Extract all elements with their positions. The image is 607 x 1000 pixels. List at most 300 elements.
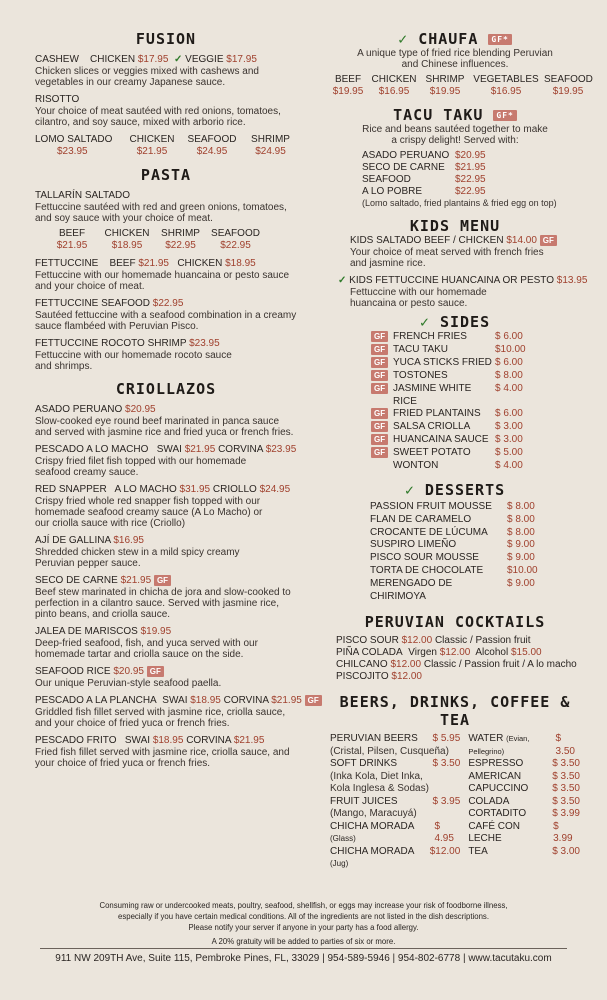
bev-name: CAPUCCINO [468,783,529,795]
cocktails-block [336,635,580,683]
pina-name: PIÑA COLADA [336,647,403,659]
snapper-name: RED SNAPPER [35,484,107,495]
dessert-name: SUSPIRO LIMEÑO [370,539,457,551]
chaufa-opt-label: VEGETABLES [473,74,539,85]
bev-desc: (Inka Kola, Diet Inka, [330,770,423,782]
list-item [468,821,580,846]
bev-price: $ 3.99 [552,808,580,820]
beverages-grid [330,733,580,871]
side-name: TACU TAKU [393,344,449,356]
leaf-icon: ✓ [404,481,415,500]
gf-badge: GF [371,331,388,342]
lomo-label: LOMO SALTADO [35,134,113,145]
sides-title: SIDES [439,313,491,332]
beverages-right [468,733,580,871]
list-item [330,796,460,809]
gf-badge: GF [371,344,388,355]
gf-badge-cell [371,434,393,447]
fettuccine-beef-price: $21.95 [138,258,169,269]
gf-badge-cell [371,421,393,434]
left-column [35,30,319,770]
macho-swai-label: SWAI [156,444,182,455]
side-name: FRIED PLANTAINS [393,408,481,420]
bev-name: TEA [468,845,488,857]
list-item [370,514,580,527]
kids-block [338,235,588,310]
side-price: $ 6.00 [495,408,523,420]
side-name: HUANCAINA SAUCE [393,434,489,446]
bev-name: WATER [468,733,504,745]
side-price: $ 4.00 [495,382,523,394]
jalea-desc: Deep-fried seafood, fish, and yuca served with our homemade tartar and criolla sauce on the side. [35,638,258,661]
fusion-title: FUSION [135,30,197,48]
bev-name: CHICHA MORADA [330,845,414,857]
pasta-title: PASTA [140,166,192,184]
list-item [371,370,580,383]
leaf-icon: ✓ [173,54,183,65]
tacutaku-item-price: $22.95 [455,186,486,197]
risotto-name: RISOTTO [35,94,80,105]
chaufa-opt-label: SEAFOOD [544,74,593,85]
gf-badge-cell [371,370,393,383]
kids-saltado-line [350,235,580,247]
cashew-line [35,54,297,66]
frito-line [35,735,297,747]
tallarin-opt-label: BEEF [58,228,86,239]
seco-line [35,575,297,587]
bev-price: $ 3.50 [555,733,575,757]
desserts-title: DESSERTS [424,481,506,500]
bev-name: CORTADITO [468,808,527,820]
list-item [362,150,580,162]
kids-fett-desc: Fettuccine with our homemade huancaina or pesto sauce. [350,287,487,310]
kids-title: KIDS MENU [409,217,501,235]
tallarin-name: TALLARÍN SALTADO [35,190,131,201]
macho-corvina-price: $23.95 [265,444,297,455]
pina-virgin-label: Virgen [408,647,437,659]
leaf-icon: ✓ [338,275,347,287]
aji-price: $16.95 [113,535,144,546]
cashew-veggie-label: VEGGIE [185,54,224,65]
gf-badge: GF [371,357,388,368]
chilcano-desc: Classic / Passion fruit / A lo macho [423,659,577,671]
chaufa-opt-label: BEEF [334,74,362,85]
piscojito-price: $12.00 [391,671,422,683]
gf-badge-cell [371,447,393,460]
macho-corvina-label: CORVINA [218,444,263,455]
snapper-desc: Crispy fried whole red snapper fish topped with our homemade seafood creamy sauce (A Lo Macho) or our criolla sauce with rice (Criollo) [35,496,263,529]
list-item [362,174,580,186]
dessert-price: $ 9.00 [507,539,535,551]
footer-warning: especially if you have certain medical conditions. All of the ingredients are not listed in the dish descriptions. [118,912,489,921]
gf-badge-cell [371,460,393,473]
pina-line [336,647,580,659]
list-item [371,344,580,357]
tallarin-opt-price: $22.95 [165,240,196,251]
fettuccine-line [35,258,297,270]
frito-corvina-price: $21.95 [233,735,265,747]
snapper-line [35,484,297,496]
gf-badge: GF [540,235,557,246]
bev-qual: (Evian, Pellegrino) [468,734,530,756]
chaufa-opt-price: $16.95 [378,86,410,97]
desserts-title-row [330,481,580,499]
list-item [371,357,580,370]
tacutaku-title: TACU TAKU [393,106,484,124]
lomo-price: $23.95 [57,146,88,157]
tallarin-opt-price: $18.95 [111,240,143,251]
bev-price: $ 3.50 [552,758,580,770]
list-item [371,447,580,460]
aji-desc: Shredded chicken stew in a mild spicy creamy Peruvian pepper sauce. [35,547,240,569]
list-item [468,758,580,771]
gf-badge: GF* [488,34,511,45]
dessert-price: $ 8.00 [507,513,535,525]
jalea-name: JALEA DE MARISCOS [35,626,138,638]
list-item [370,539,580,552]
bev-name: COLADA [468,795,510,807]
gf-badge: GF* [493,110,516,121]
tallarin-opt-label: SEAFOOD [211,228,260,239]
side-name: TOSTONES [393,369,448,381]
frito-swai-label: SWAI [124,735,151,747]
bev-name: CHICHA MORADA [330,820,414,832]
seco-name: SECO DE CARNE [35,575,118,587]
side-price: $10.00 [495,344,526,356]
tacutaku-item-name: ASADO PERUANO [362,150,450,161]
kids-fett-line [338,275,588,287]
pisco-sour-desc: Classic / Passion fruit [434,635,531,647]
bev-price: $ 3.99 [553,820,573,845]
bev-price: $ 3.50 [432,758,461,770]
tacutaku-item-price: $20.95 [455,150,486,161]
bev-price: $ 4.95 [434,820,454,845]
tacutaku-item-name: SEAFOOD [362,174,411,185]
gf-badge-cell [371,383,393,409]
list-item [468,796,580,809]
tallarin-opt-label: CHICKEN [104,228,150,239]
list-item [362,162,580,174]
bev-price: $ 3.00 [552,845,580,857]
gf-badge-cell [371,331,393,344]
tacutaku-note: (Lomo saltado, fried plantains & fried egg on top) [362,198,557,208]
list-item [370,501,580,514]
side-price: $ 3.00 [495,434,523,446]
side-price: $ 6.00 [495,357,523,369]
bev-qual: (Jug) [330,859,349,869]
plancha-name: PESCADO A LA PLANCHA [35,695,157,707]
gf-badge: GF [371,383,388,394]
tacutaku-item-price: $21.95 [455,162,486,173]
bev-name: ESPRESSO [468,758,524,770]
lomo-grid [35,134,297,158]
bev-desc: (Cristal, Pilsen, Cusqueña) [330,745,449,757]
piscojito-line [336,671,580,683]
chaufa-opt-price: $19.95 [429,86,461,97]
chaufa-grid [330,74,593,98]
fettuccine-beef-label: BEEF [109,258,136,269]
criollazos-title: CRIOLLAZOS [115,380,217,398]
aji-line [35,535,297,547]
dessert-price: $ 9.00 [507,552,535,564]
macho-swai-price: $21.95 [184,444,216,455]
gf-badge-cell [371,344,393,357]
seco-desc: Beef stew marinated in chicha de jora and slow-cooked to perfection in a cilantro sauce. Served with jasmine rice, pinto beans, and criolla sauce. [35,587,291,621]
bev-price: $ 5.95 [432,733,461,745]
tacutaku-list [362,150,580,209]
side-price: $ 8.00 [495,369,523,381]
pisco-sour-name: PISCO SOUR [336,635,399,647]
dessert-name: CROCANTE DE LÚCUMA [370,526,488,538]
kids-saltado-desc: Your choice of meat served with french fries and jasmine rice. [350,247,544,270]
side-name: FRENCH FRIES [393,331,467,343]
plancha-corvina-price: $21.95 [271,695,302,707]
bev-qual: (Glass) [330,834,356,844]
fettuccine-desc: Fettuccine with our homemade huancaina or pesto sauce and your choice of meat. [35,270,290,292]
list-item [371,434,580,447]
right-column [330,30,593,871]
footer [20,900,587,947]
gf-badge: GF [371,434,388,445]
list-item [330,758,460,771]
beverages-title: BEERS, DRINKS, COFFEE & TEA [339,693,571,730]
gf-badge: GF [371,421,388,432]
list-item [371,408,580,421]
list-item [371,421,580,434]
lomo-opt-label: SEAFOOD [187,134,237,145]
pisco-sour-line [336,635,580,647]
beverages-left [330,733,460,871]
list-item [370,527,580,540]
sides-title-row [330,313,580,331]
list-item [370,552,580,565]
asado-line [35,404,297,416]
chaufa-title: CHAUFA [418,30,479,48]
asado-name: ASADO PERUANO [35,404,123,415]
bev-price: $ 3.50 [552,783,580,795]
list-item [468,771,580,784]
tacutaku-item-name: SECO DE CARNE [362,162,445,173]
list-item [330,846,460,871]
list-item [468,846,580,859]
chilcano-price: $12.00 [390,659,422,671]
side-price: $ 4.00 [495,460,523,472]
bev-name: FRUIT JUICES [330,795,398,807]
side-price: $ 5.00 [495,447,523,459]
lomo-opt-label: CHICKEN [129,134,175,145]
bev-price: $ 3.50 [552,770,580,782]
cocktails-title: PERUVIAN COCKTAILS [364,613,546,632]
tallarin-grid [43,228,297,252]
footer-address: 911 NW 209TH Ave, Suite 115, Pembroke Pines, FL, 33029 | 954-589-5946 | 954-802-6778 | www.tacutaku.com [55,953,552,964]
bev-name: CAFÉ CON LECHE [468,820,520,845]
jalea-price: $19.95 [140,626,172,638]
seafood-rice-name: SEAFOOD RICE [35,666,111,678]
dessert-name: PASSION FRUIT MOUSSE [370,501,492,513]
plancha-desc: Griddled fish fillet served with jasmine rice, criolla sauce, and your choice of fried yuca or french fries. [35,707,286,730]
side-name: SALSA CRIOLLA [393,421,471,433]
list-item [371,331,580,344]
bev-name: PERUVIAN BEERS [330,733,418,745]
frito-desc: Fried fish fillet served with jasmine rice, criolla sauce, and your choice of fried yuca or french fries. [35,747,290,770]
tallarin-opt-price: $21.95 [56,240,88,251]
desserts-list [370,501,580,603]
snapper-macho-label: A LO MACHO [114,484,177,495]
snapper-macho-price: $31.95 [179,484,211,495]
macho-name: PESCADO A LO MACHO [35,444,149,455]
list-item [370,565,580,578]
lomo-opt-price: $21.95 [136,146,168,157]
chilcano-line [336,659,580,671]
list-item [468,783,580,796]
bev-price: $ 3.95 [432,795,461,807]
risotto-desc: Your choice of meat sautéed with red onions, tomatoes, cilantro, and soy sauce, mixed with arborio rice. [35,106,281,128]
aji-name: AJÍ DE GALLINA [35,535,111,546]
dessert-name: PISCO SOUR MOUSSE [370,552,479,564]
list-item [371,460,580,473]
gf-badge: GF [147,666,164,677]
chaufa-title-row [330,30,580,48]
gf-badge-cell [371,408,393,421]
list-item [468,808,580,821]
bev-name: SOFT DRINKS [330,758,398,770]
chaufa-opt-price: $16.95 [490,86,522,97]
chaufa-opt-label: CHICKEN [371,74,417,85]
frito-name: PESCADO FRITO [35,735,117,747]
footer-warning: Consuming raw or undercooked meats, poultry, seafood, shellfish, or eggs may increase your risk of foodborne illness, [99,901,508,910]
jalea-line [35,626,297,638]
asado-desc: Slow-cooked eye round beef marinated in panca sauce and served with jasmine rice and fried yuca or french fries. [35,416,294,438]
side-price: $ 6.00 [495,331,523,343]
fett-rocoto-desc: Fettuccine with our homemade rocoto sauce and shrimps. [35,350,232,372]
fett-rocoto-price: $23.95 [189,338,220,349]
seco-price: $21.95 [120,575,152,587]
side-name: SWEET POTATO [393,447,471,459]
chaufa-opt-price: $19.95 [332,86,364,97]
fettuccine-chicken-price: $18.95 [225,258,256,269]
side-name: JASMINE WHITE RICE [393,382,472,407]
plancha-swai-label: SWAI [162,695,188,707]
list-item [468,733,580,758]
cashew-chicken-price: $17.95 [137,54,169,65]
tacutaku-title-row [330,106,580,124]
lomo-opt-label: SHRIMP [251,134,290,145]
dessert-name: FLAN DE CARAMELO [370,513,472,525]
gf-badge: GF [371,370,388,381]
gf-badge: GF [371,447,388,458]
fett-rocoto-line [35,338,297,350]
lomo-opt-price: $24.95 [196,146,228,157]
side-name: WONTON [393,460,439,472]
sides-list [371,331,580,473]
bev-desc: Kola Inglesa & Sodas) [330,783,429,795]
list-item [370,578,580,604]
fett-seafood-name: FETTUCCINE SEAFOOD [35,298,151,309]
pina-alcohol-price: $15.00 [510,647,542,659]
tacutaku-item-price: $22.95 [455,174,486,185]
list-item [330,821,460,846]
seafood-rice-desc: Our unique Peruvian-style seafood paella. [35,678,222,690]
piscojito-name: PISCOJITO [336,671,389,683]
bev-name: AMERICAN [468,770,522,782]
gf-badge: GF [371,408,388,419]
dessert-price: $ 8.00 [507,526,535,538]
frito-swai-price: $18.95 [152,735,184,747]
tallarin-opt-price: $22.95 [220,240,251,251]
footer-gratuity: A 20% gratuity will be added to parties of six or more. [211,937,396,946]
dessert-name: MERENGADO DE CHIRIMOYA [370,577,453,602]
kids-saltado-name: KIDS SALTADO BEEF / CHICKEN [350,235,504,247]
chaufa-opt-label: SHRIMP [425,74,465,85]
plancha-swai-price: $18.95 [190,695,221,707]
snapper-criollo-price: $24.95 [259,484,291,495]
tallarin-desc: Fettuccine sautéed with red and green onions, tomatoes, and soy sauce with your choice of meat. [35,202,287,224]
tacutaku-item-name: A LO POBRE [362,186,423,197]
fettuccine-chicken-label: CHICKEN [177,258,223,269]
asado-price: $20.95 [125,404,156,415]
fett-seafood-line [35,298,297,310]
gf-badge: GF [154,575,171,586]
list-item [371,383,580,409]
list-item [362,186,580,198]
pina-alcohol-label: Alcohol [475,647,509,659]
snapper-criollo-label: CRIOLLO [212,484,257,495]
footer-divider [40,948,567,949]
frito-corvina-label: CORVINA [186,735,232,747]
gf-badge: GF [305,695,322,706]
dessert-price: $ 8.00 [507,501,535,513]
tacutaku-desc: Rice and beans sautéed together to make a crispy delight! Served with: [362,124,548,146]
kids-fett-name: KIDS FETTUCCINE HUANCAINA OR PESTO [349,275,555,287]
chaufa-opt-price: $19.95 [552,86,584,97]
fett-rocoto-name: FETTUCCINE ROCOTO SHRIMP [35,338,187,349]
cashew-desc: Chicken slices or veggies mixed with cashews and vegetables in our creamy Japanese sauce. [35,66,259,88]
plancha-corvina-label: CORVINA [223,695,269,707]
list-item [330,733,460,746]
leaf-icon: ✓ [398,30,409,48]
dessert-name: TORTA DE CHOCOLATE [370,565,484,577]
seafood-rice-line [35,666,297,678]
bev-price: $ 3.50 [552,795,580,807]
macho-desc: Crispy fried filet fish topped with our homemade seafood creamy sauce. [35,456,247,478]
dessert-price: $ 9.00 [507,577,535,589]
gf-badge-cell [371,357,393,370]
bev-desc: (Mango, Maracuyá) [330,808,417,820]
side-name: YUCA STICKS FRIED [393,357,492,369]
kids-saltado-price: $14.00 [506,235,537,247]
bev-price: $12.00 [429,845,461,857]
leaf-icon: ✓ [419,313,430,332]
macho-line [35,444,297,456]
cashew-chicken-label: CHICKEN [90,54,136,65]
kids-fett-price: $13.95 [556,275,588,287]
footer-warning: Please notify your server if anyone in your party has a food allergy. [188,923,419,932]
pisco-sour-price: $12.00 [401,635,433,647]
plancha-line [35,695,319,707]
cashew-name: CASHEW [35,54,79,65]
tallarin-opt-label: SHRIMP [161,228,200,239]
chaufa-desc: A unique type of fried rice blending Peruvian and Chinese influences. [357,48,553,70]
fett-seafood-price: $22.95 [152,298,184,309]
side-price: $ 3.00 [495,421,523,433]
cashew-veggie-price: $17.95 [226,54,257,65]
seafood-rice-price: $20.95 [113,666,144,678]
fettuccine-name: FETTUCCINE [35,258,99,269]
pina-virgin-price: $12.00 [439,647,471,659]
chilcano-name: CHILCANO [336,659,388,671]
lomo-opt-price: $24.95 [255,146,286,157]
fett-seafood-desc: Sautéed fettuccine with a seafood combination in a creamy sauce flambéed with Peruvian Pisco. [35,310,297,332]
